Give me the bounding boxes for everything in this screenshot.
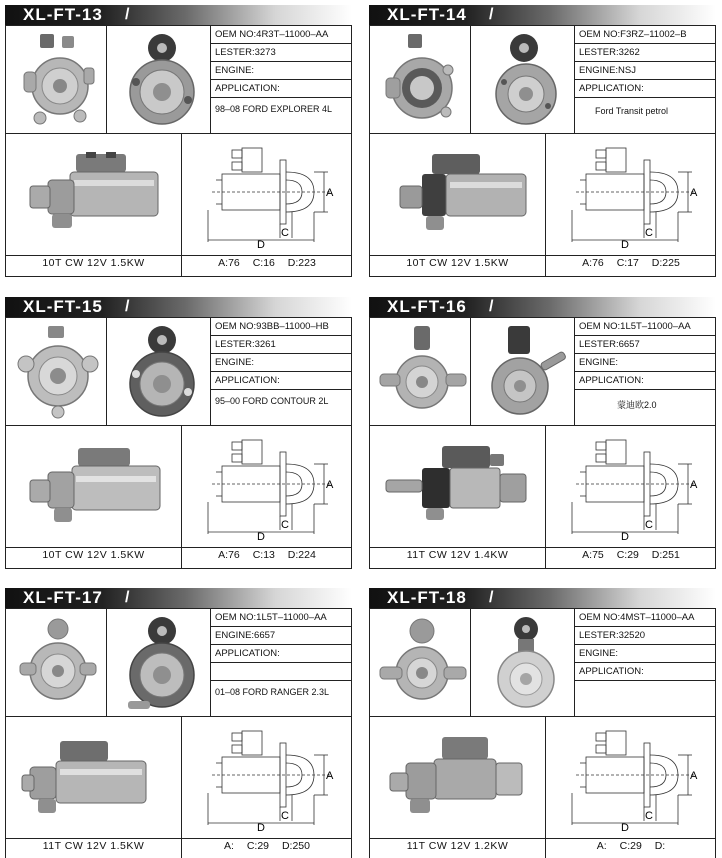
dim-d-label: D [621,239,629,250]
model-title: XL-FT-17 [23,588,103,607]
model-title: XL-FT-15 [23,297,103,316]
starter-front-photo [18,32,98,133]
header-slash: / [125,589,130,606]
dim-d-label: D [257,531,265,542]
lester-number: LESTER:3262 [575,44,716,62]
dimension-diagram [566,146,706,255]
dim-c-value: C:13 [252,549,275,561]
card-body [369,25,716,277]
dim-c-value: C:17 [616,257,639,269]
application-label: APPLICATION: [575,372,716,390]
dim-a-label: A [690,770,698,782]
application-detail: 98–08 FORD EXPLORER 4L [215,104,333,114]
starter-front-photo [378,324,468,425]
product-card-ft13 [5,5,352,277]
engine-field: ENGINE: [575,645,716,663]
dim-c-label: C [281,519,289,531]
product-card-ft14 [369,5,716,277]
dimension-diagram [566,438,706,547]
application-detail: 01–08 FORD RANGER 2.3L [215,687,330,697]
dim-a-value: A: [596,840,607,852]
dimension-diagram [566,729,706,838]
starter-side-photo [388,733,528,826]
info-panel [575,318,716,412]
dim-a-value: A:76 [218,549,240,561]
info-panel [211,609,352,699]
application-label: APPLICATION: [211,80,352,98]
blank-row [211,663,352,681]
application-detail: 蒙迪欧2.0 [617,400,657,410]
model-title: XL-FT-16 [387,297,467,316]
application-label: APPLICATION: [575,663,716,681]
lester-number: LESTER:3261 [211,336,352,354]
dimension-diagram [202,438,342,547]
oem-number: OEM NO:1L5T–11000–AA [211,609,352,627]
dim-d-label: D [257,822,265,833]
card-body [5,25,352,277]
engine-field: ENGINE: [575,354,716,372]
dim-d-label: D [621,822,629,833]
spec-text: 10T CW 12V 1.5KW [406,257,509,269]
model-title: XL-FT-13 [23,5,103,24]
dimensions-row [182,549,352,561]
application-label: APPLICATION: [211,372,352,390]
starter-front-photo [382,32,462,133]
starter-side-photo [20,735,160,828]
header-slash: / [489,589,494,606]
dim-a-label: A [690,187,698,199]
dim-a-label: A [326,187,334,199]
engine-field: ENGINE:NSJ [575,62,716,80]
starter-rear-photo [118,613,204,718]
dimension-diagram [202,146,342,255]
dim-a-value: A:76 [582,257,604,269]
starter-front-photo [16,615,100,716]
dimension-diagram [202,729,342,838]
application-detail: 95–00 FORD CONTOUR 2L [215,396,329,406]
card-header [5,588,352,608]
dim-d-value: D:223 [287,257,316,269]
model-title: XL-FT-14 [387,5,467,24]
starter-side-photo [24,444,164,537]
dim-c-value: C:29 [616,549,639,561]
spec-text: 11T CW 12V 1.4KW [406,549,509,561]
dim-a-label: A [326,770,334,782]
info-panel [211,318,352,408]
dim-c-label: C [645,810,653,822]
starter-rear-photo [480,322,570,427]
card-body [5,317,352,569]
dim-d-value: D:225 [651,257,680,269]
dim-c-value: C:29 [619,840,642,852]
header-slash: / [125,6,130,23]
lester-number: LESTER:32520 [575,627,716,645]
starter-side-photo [392,150,532,243]
lester-number: LESTER:3273 [211,44,352,62]
product-card-ft18 [369,588,716,858]
dimensions-row [546,840,716,852]
header-slash: / [489,298,494,315]
card-header [369,5,716,25]
model-title: XL-FT-18 [387,588,467,607]
dim-c-label: C [281,810,289,822]
dim-d-label: D [257,239,265,250]
dim-c-label: C [645,227,653,239]
starter-front-photo [378,615,468,716]
dim-a-value: A:76 [218,257,240,269]
engine-field: ENGINE:6657 [211,627,352,645]
oem-number: OEM NO:4MST–11000–AA [575,609,716,627]
oem-number: OEM NO:93BB–11000–HB [211,318,352,336]
dim-d-value: D: [654,840,666,852]
starter-rear-photo [482,30,568,135]
info-panel [211,26,352,116]
spec-text: 11T CW 12V 1.2KW [406,840,509,852]
spec-text: 11T CW 12V 1.5KW [42,840,145,852]
card-header [369,297,716,317]
starter-side-photo [382,442,532,535]
product-card-ft15 [5,297,352,569]
spec-text: 10T CW 12V 1.5KW [42,549,145,561]
engine-field: ENGINE: [211,354,352,372]
starter-front-photo [16,324,100,425]
application-detail [575,681,716,685]
oem-number: OEM NO:1L5T–11000–AA [575,318,716,336]
starter-side-photo [24,150,164,243]
product-card-ft17 [5,588,352,858]
application-label: APPLICATION: [211,645,352,663]
dim-a-label: A [326,479,334,491]
dimensions-row [546,257,716,269]
dimensions-row [182,257,352,269]
oem-number: OEM NO:F3RZ–11002–B [575,26,716,44]
dim-c-label: C [645,519,653,531]
dim-d-value: D:251 [651,549,680,561]
card-body [369,317,716,569]
engine-field: ENGINE: [211,62,352,80]
dim-d-label: D [621,531,629,542]
oem-number: OEM NO:4R3T–11000–AA [211,26,352,44]
application-detail: Ford Transit petrol [595,106,669,116]
starter-rear-photo [118,322,204,427]
dim-a-label: A [690,479,698,491]
dim-a-value: A: [224,840,234,852]
application-label: APPLICATION: [575,80,716,98]
dim-d-value: D:250 [281,840,310,852]
card-header [5,297,352,317]
spec-text: 10T CW 12V 1.5KW [42,257,145,269]
starter-rear-photo [482,613,568,718]
card-body [369,608,716,858]
dim-c-value: C:29 [246,840,270,852]
dim-d-value: D:224 [287,549,316,561]
info-panel [575,609,716,685]
card-body [5,608,352,858]
header-slash: / [489,6,494,23]
dim-a-value: A:75 [582,549,604,561]
dim-c-value: C:16 [252,257,275,269]
card-header [369,588,716,608]
product-card-ft16 [369,297,716,569]
info-panel [575,26,716,118]
card-header [5,5,352,25]
dimensions-row [182,840,352,852]
lester-number: LESTER:6657 [575,336,716,354]
dimensions-row [546,549,716,561]
starter-rear-photo [118,30,204,135]
dim-c-label: C [281,227,289,239]
header-slash: / [125,298,130,315]
